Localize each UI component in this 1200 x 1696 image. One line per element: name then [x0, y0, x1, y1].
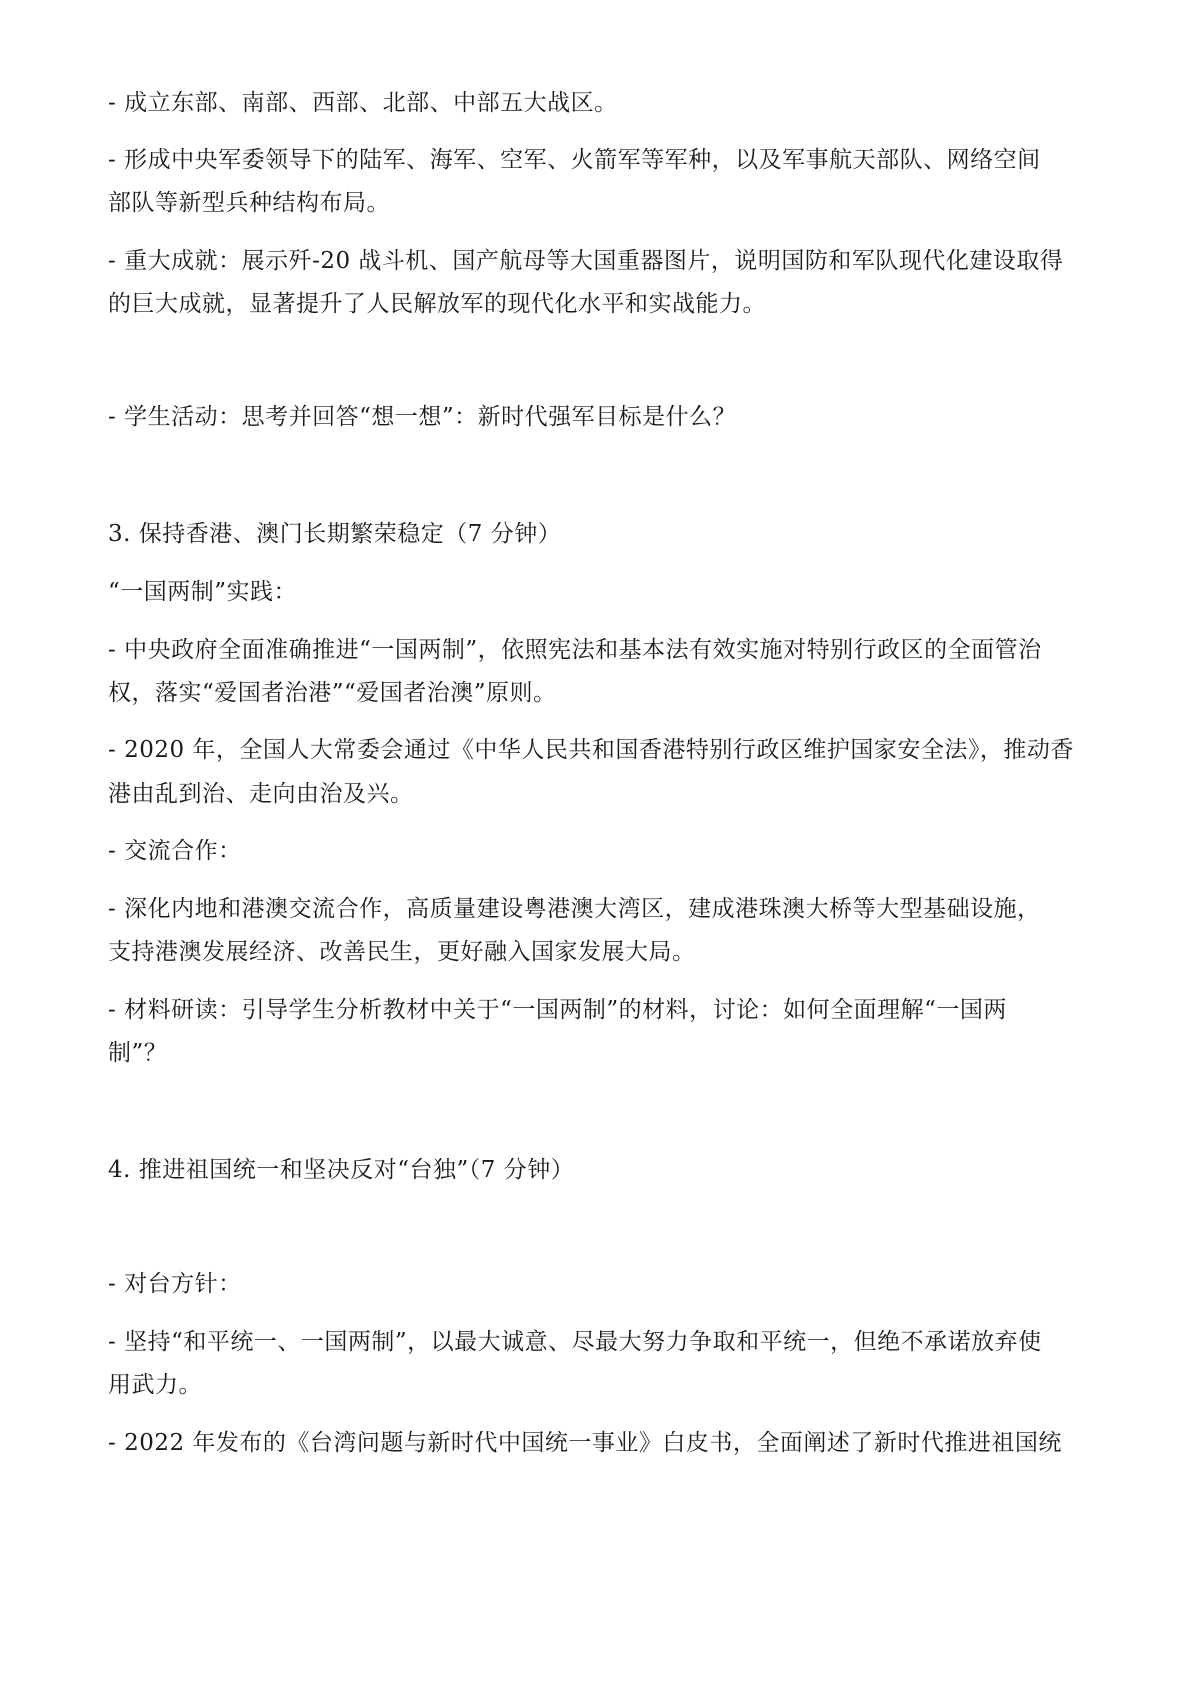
text-line: 的巨大成就，显著提升了人民解放军的现代化水平和实战能力。 — [108, 291, 766, 317]
text-line: - 重大成就：展示歼-20 战斗机、国产航母等大国重器图片，说明国防和军队现代化建设取得 — [108, 248, 1064, 274]
text-line: - 2020 年，全国人大常委会通过《中华人民共和国香港特别行政区维护国家安全法》，推动香 — [108, 737, 1074, 763]
text-line: 用武力。 — [108, 1372, 202, 1398]
text-line: - 交流合作： — [108, 838, 242, 864]
text-line: - 坚持“和平统一、一国两制”，以最大诚意、尽最大努力争取和平统一，但绝不承诺放弃使 — [108, 1329, 1042, 1355]
text-line: - 对台方针： — [108, 1271, 242, 1297]
text-line: - 形成中央军委领导下的陆军、海军、空军、火箭军等军种，以及军事航天部队、网络空间 — [108, 147, 1041, 173]
text-line: 支持港澳发展经济、改善民生，更好融入国家发展大局。 — [108, 939, 696, 965]
text-line: 部队等新型兵种结构布局。 — [108, 190, 390, 216]
text-line: - 2022 年发布的《台湾问题与新时代中国统一事业》白皮书，全面阐述了新时代推进祖国统 — [108, 1430, 1062, 1456]
text-line: - 深化内地和港澳交流合作，高质量建设粤港澳大湾区，建成港珠澳大桥等大型基础设施， — [108, 896, 1041, 922]
text-line: 权，落实“爱国者治港”“爱国者治澳”原则。 — [108, 680, 557, 706]
section-heading: 4. 推进祖国统一和坚决反对“台独”（7 分钟） — [108, 1157, 575, 1183]
section-heading: 3. 保持香港、澳门长期繁荣稳定（7 分钟） — [108, 521, 562, 547]
text-line: - 成立东部、南部、西部、北部、中部五大战区。 — [108, 90, 618, 116]
text-line: - 学生活动：思考并回答“想一想”：新时代强军目标是什么？ — [108, 404, 737, 430]
text-line: - 材料研读：引导学生分析教材中关于“一国两制”的材料，讨论：如何全面理解“一国两 — [108, 997, 1007, 1023]
text-line: 制”？ — [108, 1040, 168, 1066]
text-line: “一国两制”实践： — [108, 579, 298, 605]
text-line: 港由乱到治、走向由治及兴。 — [108, 781, 414, 807]
text-line: - 中央政府全面准确推进“一国两制”，依照宪法和基本法有效实施对特别行政区的全面管治 — [108, 637, 1042, 663]
